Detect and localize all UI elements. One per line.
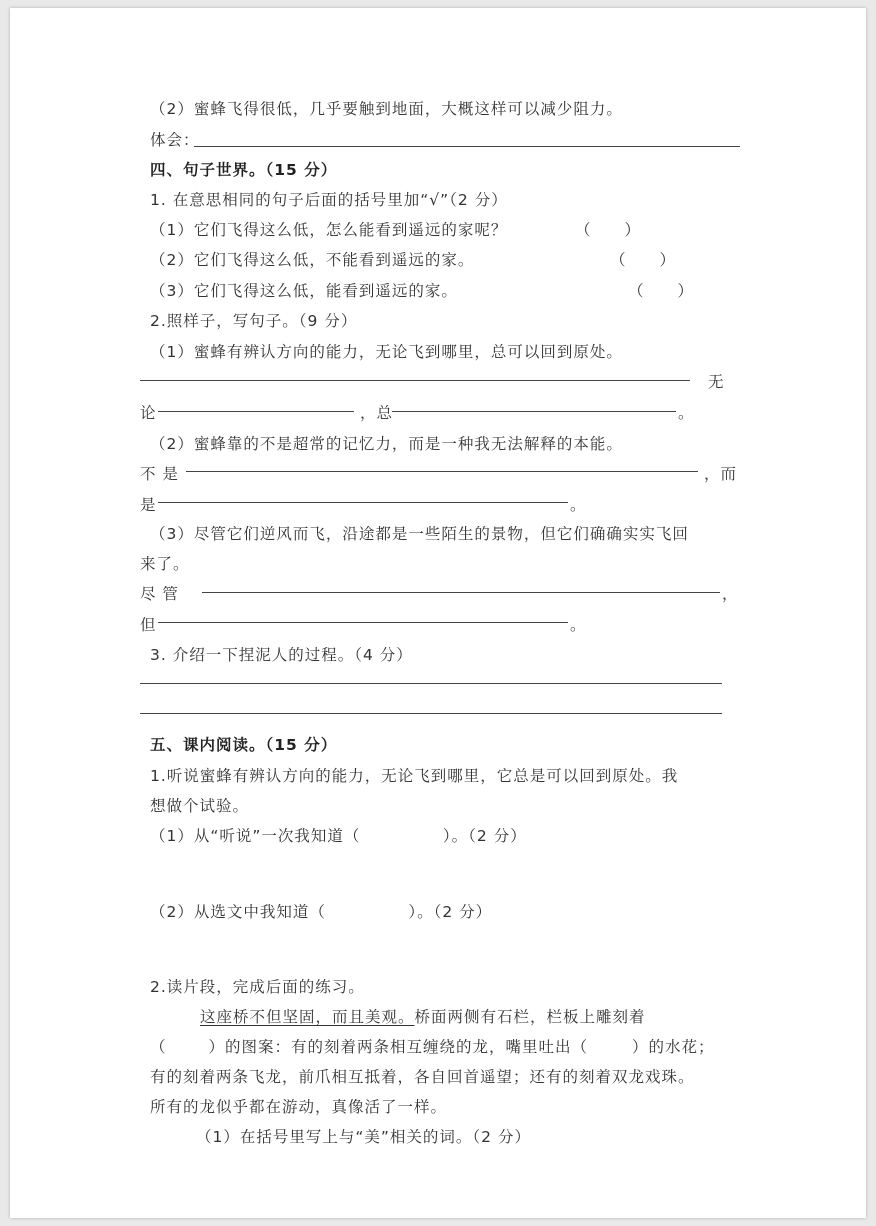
er-text: ，而 — [704, 465, 738, 483]
answer-line[interactable] — [140, 713, 722, 714]
s5-q1-sub-1: （1）从“听说”一次我知道（ ）。（2 分） — [150, 827, 527, 845]
bushi-text: 不 是 — [140, 465, 179, 483]
wu-text: 无 — [708, 373, 725, 391]
answer-line[interactable] — [140, 683, 722, 684]
answer-line[interactable] — [140, 380, 690, 381]
s4-q1-option-2-paren[interactable]: （ ） — [610, 251, 677, 269]
passage-line-2: （ ）的图案：有的刻着两条相互缠绕的龙，嘴里吐出（ ）的水花； — [150, 1038, 715, 1056]
s4-q1-option-1-paren[interactable]: （ ） — [575, 221, 642, 239]
section-5-heading: 五、课内阅读。（15 分） — [150, 736, 338, 754]
answer-line[interactable] — [202, 592, 720, 593]
shi-text: 是 — [140, 496, 157, 514]
s5-q2-sub-1: （1）在括号里写上与“美”相关的词。（2 分） — [196, 1128, 531, 1146]
answer-line[interactable] — [158, 622, 568, 623]
s4-q2-example-3b: 来了。 — [140, 555, 190, 573]
jinguan-text: 尽 管 — [140, 585, 179, 603]
s4-q1-option-2: （2）它们飞得这么低，不能看到遥远的家。 — [150, 251, 475, 269]
passage-line-1: 这座桥不但坚固，而且美观。桥面两侧有石栏，栏板上雕刻着 — [200, 1008, 646, 1026]
answer-line[interactable] — [158, 411, 354, 412]
s4-q1-option-1: （1）它们飞得这么低，怎么能看到遥远的家呢？ — [150, 221, 508, 239]
section-4-heading: 四、句子世界。（15 分） — [150, 161, 338, 179]
lun-text: 论 — [140, 404, 157, 422]
passage-line-3: 有的刻着两条飞龙，前爪相互抵着，各自回首遥望；还有的刻着双龙戏珠。 — [150, 1068, 695, 1086]
s5-q1-passage-b: 想做个试验。 — [150, 797, 250, 815]
underlined-sentence: 这座桥不但坚固，而且美观。 — [200, 1008, 415, 1026]
comma: ， — [722, 585, 739, 603]
s4-q2-example-2: （2）蜜蜂靠的不是超常的记忆力，而是一种我无法解释的本能。 — [150, 435, 623, 453]
passage-line-4: 所有的龙似乎都在游动，真像活了一样。 — [150, 1098, 448, 1116]
s5-q1-passage-a: 1.听说蜜蜂有辨认方向的能力，无论飞到哪里，它总是可以回到原处。我 — [150, 767, 679, 785]
s4-q1-option-3-paren[interactable]: （ ） — [628, 282, 695, 300]
s5-q2-prompt: 2.读片段，完成后面的练习。 — [150, 978, 365, 996]
period: 。 — [570, 496, 587, 514]
q3-2-text: （2）蜜蜂飞得很低，几乎要触到地面，大概这样可以减少阻力。 — [150, 100, 623, 118]
s5-q1-sub-2: （2）从选文中我知道（ ）。（2 分） — [150, 903, 493, 921]
s4-q1-prompt: 1. 在意思相同的句子后面的括号里加“√”（2 分） — [150, 191, 508, 209]
answer-line[interactable] — [158, 502, 568, 503]
zong-text: ，总 — [360, 404, 394, 422]
tihui-label: 体会： — [150, 131, 200, 149]
period: 。 — [570, 616, 587, 634]
s4-q2-example-1: （1）蜜蜂有辨认方向的能力，无论飞到哪里，总可以回到原处。 — [150, 343, 623, 361]
s4-q1-option-3: （3）它们飞得这么低，能看到遥远的家。 — [150, 282, 458, 300]
period: 。 — [678, 404, 695, 422]
tihui-answer-line[interactable] — [194, 146, 740, 147]
dan-text: 但 — [140, 616, 157, 634]
worksheet-page — [10, 8, 866, 1218]
s4-q2-example-3a: （3）尽管它们逆风而飞，沿途都是一些陌生的景物，但它们确确实实飞回 — [150, 525, 689, 543]
s4-q3-prompt: 3. 介绍一下捏泥人的过程。（4 分） — [150, 646, 413, 664]
answer-line[interactable] — [186, 471, 698, 472]
answer-line[interactable] — [392, 411, 676, 412]
s4-q2-prompt: 2.照样子，写句子。（9 分） — [150, 312, 358, 330]
